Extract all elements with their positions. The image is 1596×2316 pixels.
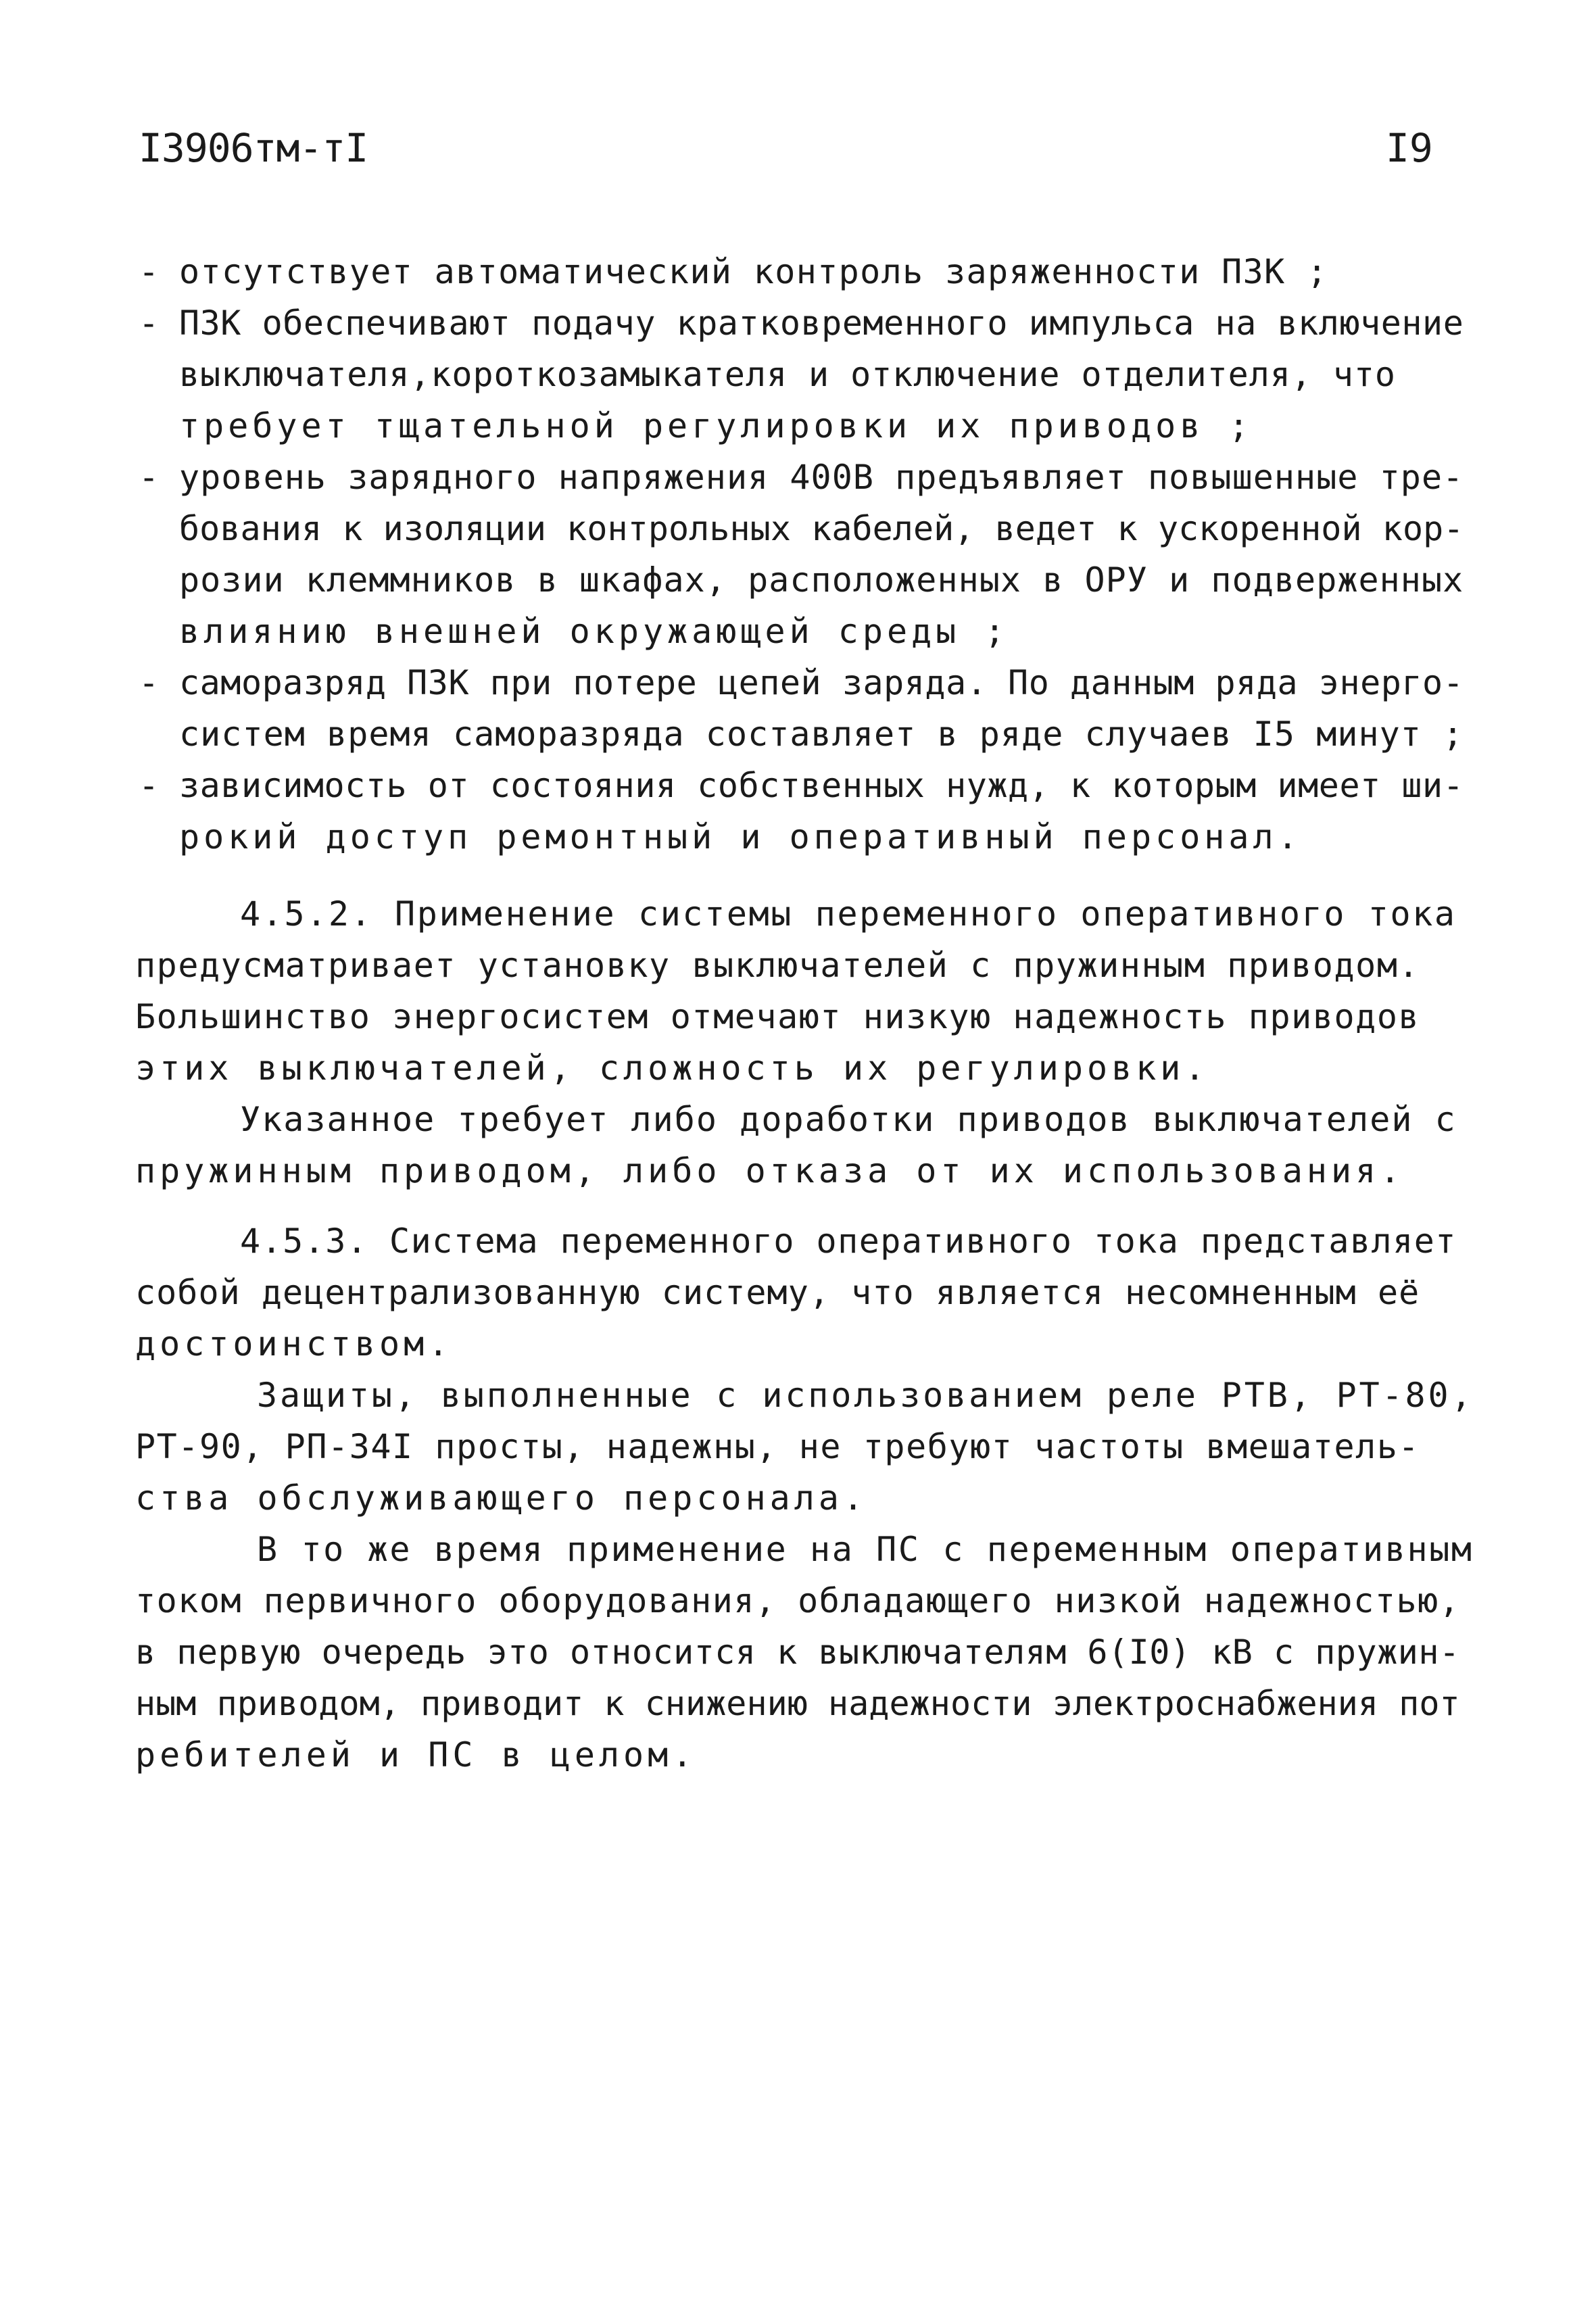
paragraph-line: ным приводом, приводит к снижению надежности электроснабжения пот [135, 1684, 1460, 1723]
bullet-line: бования к изоляции контрольных кабелей, ведет к ускоренной кор- [179, 509, 1464, 548]
paragraph-line: пружинным приводом, либо отказа от их использования. [135, 1151, 1405, 1190]
bullet-dash: - [139, 663, 160, 702]
bullet-line: рокий доступ ремонтный и оперативный персонал. [179, 817, 1302, 857]
bullet-line: розии клеммников в шкафах, расположенных в ОРУ и подверженных [179, 560, 1464, 600]
bullet-dash: - [139, 252, 160, 291]
paragraph-line: Указанное требует либо доработки приводов выключателей с [240, 1100, 1457, 1139]
bullet-dash: - [139, 304, 160, 343]
bullet-line: уровень зарядного напряжения 400В предъявляет повышенные тре- [179, 458, 1464, 497]
paragraph-line: 4.5.3. Система переменного оперативного тока представляет [240, 1222, 1457, 1261]
paragraph-line: РТ-90, РП-34I просты, надежны, не требуют частоты вмешатель- [135, 1427, 1420, 1466]
bullet-line: влиянию внешней окружающей среды ; [179, 612, 1009, 651]
paragraph-line: Большинство энергосистем отмечают низкую надежность приводов [135, 997, 1420, 1036]
document-code: I3906тм-тI [139, 125, 368, 171]
bullet-line: требует тщательной регулировки их приводов ; [179, 406, 1253, 445]
paragraph-line: ребителей и ПС в целом. [135, 1735, 697, 1775]
paragraph-line: 4.5.2. Применение системы переменного оперативного тока [240, 894, 1457, 934]
paragraph-line: достоинством. [135, 1324, 453, 1364]
paragraph-line: в первую очередь это относится к выключателям 6(I0) кВ с пружин- [135, 1633, 1460, 1672]
paragraph-line: током первичного оборудования, обладающего низкой надежностью, [135, 1581, 1461, 1620]
bullet-line: выключателя,короткозамыкателя и отключение отделителя, что [179, 355, 1396, 394]
bullet-line: отсутствует автоматический контроль заряженности ПЗК ; [179, 252, 1328, 291]
paragraph-line: Защиты, выполненные с использованием реле РТВ, РТ-80, [257, 1376, 1474, 1415]
paragraph-line: ства обслуживающего персонала. [135, 1478, 868, 1518]
bullet-line: ПЗК обеспечивают подачу кратковременного импульса на включение [179, 304, 1464, 343]
bullet-line: зависимость от состояния собственных нужд, к которым имеет ши- [179, 766, 1464, 805]
paragraph-line: предусматривает установку выключателей с пружинным приводом. [135, 946, 1420, 985]
paragraph-line: собой децентрализованную систему, что является несомненным её [135, 1273, 1420, 1312]
bullet-dash: - [139, 458, 160, 497]
page-number: I9 [1386, 125, 1433, 171]
bullet-line: систем время саморазряда составляет в ряде случаев I5 минут ; [179, 715, 1464, 754]
bullet-dash: - [139, 766, 160, 805]
bullet-line: саморазряд ПЗК при потере цепей заряда. По данным ряда энерго- [179, 663, 1464, 702]
paragraph-line: В то же время применение на ПС с переменным оперативным [257, 1530, 1474, 1569]
paragraph-line: этих выключателей, сложность их регулировки. [135, 1048, 1209, 1088]
